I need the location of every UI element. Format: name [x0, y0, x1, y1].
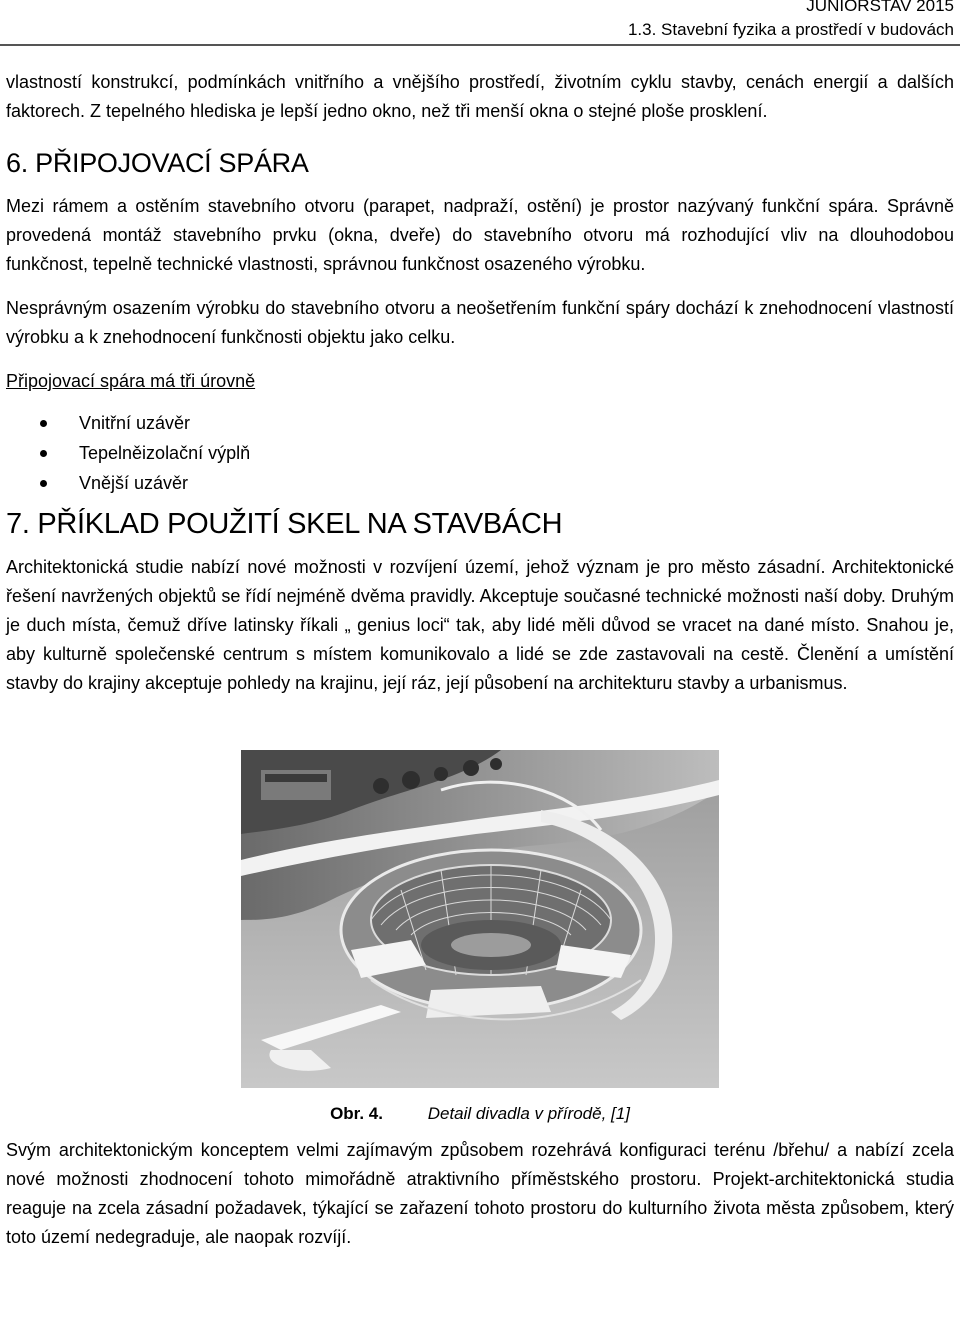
- header-title: JUNIORSTAV 2015: [806, 0, 954, 15]
- header-divider: [0, 44, 960, 46]
- intro-paragraph: vlastností konstrukcí, podmínkách vnitřního a vnějšího prostředí, životním cyklu stavby, cenách energií a dalších faktorech. Z tepelného hlediska je lepší jedno okno, než tři menší okna o stejné ploše prosklení.: [6, 72, 954, 121]
- page-header: [628, 0, 954, 42]
- list-item-text: Vnitřní uzávěr: [79, 413, 191, 433]
- list-item-text: Vnější uzávěr: [79, 473, 189, 493]
- list-item: [6, 408, 954, 438]
- section-6-heading: 6. PŘIPOJOVACÍ SPÁRA: [6, 148, 309, 178]
- figure-title: Detail divadla v přírodě, [1]: [427, 1104, 630, 1123]
- section-6-paragraph-1: Mezi rámem a ostěním stavebního otvoru (parapet, nadpraží, ostění) je prostor nazývaný funkční spára. Správně provedená montáž stavebního prvku (okna, dveře) do stavebního otvoru má rozhodující vliv na dlouhodobou funkčnost, tepelně technické vlastnosti, správnou funkčnost osazeného výrobku.: [6, 196, 954, 274]
- bullet-icon: [40, 450, 47, 457]
- page-content: [6, 68, 954, 1252]
- header-subtitle: 1.3. Stavební fyzika a prostředí v budovách: [627, 20, 954, 39]
- bullet-icon: [40, 480, 47, 487]
- bullet-list: [6, 408, 954, 498]
- list-item-text: Tepelněizolační výplň: [79, 443, 251, 463]
- list-title: Připojovací spára má tři úrovně: [6, 371, 256, 391]
- figure-number: Obr. 4.: [330, 1104, 383, 1123]
- section-7-paragraph-1: Architektonická studie nabízí nové možnosti v rozvíjení území, jehož význam je pro město zásadní. Architektonické řešení navržených objektů se řídí nejméně dvěma pravidly. Akceptuje současné technické možnosti naší doby. Druhým je duch místa, čemuž dříve latinsky říkali „ genius loci“ tak, aby lidé měli důvod se vracet na dané místo. Snahou je, aby kulturně společenské centrum s místem komunikovalo a lidé se zde zastavovali na cestě. Členění a umístění stavby do krajiny akceptuje pohledy na krajinu, její ráz, její působení na architekturu stavby a urbanismus.: [6, 557, 954, 693]
- theatre-image: [241, 750, 719, 1088]
- list-item: [6, 468, 954, 498]
- section-7-heading: 7. PŘÍKLAD POUŽITÍ SKEL NA STAVBÁCH: [6, 508, 563, 540]
- figure-caption: [6, 1102, 954, 1126]
- theatre-illustration: [241, 750, 719, 1088]
- bullet-icon: [40, 420, 47, 427]
- section-6-paragraph-2: Nesprávným osazením výrobku do stavebního otvoru a neošetřením funkční spáry dochází k znehodnocení vlastností výrobku a k znehodnocení funkčnosti objektu jako celku.: [6, 298, 954, 347]
- list-item: [6, 438, 954, 468]
- section-7-paragraph-2: Svým architektonickým konceptem velmi zajímavým způsobem rozehrává konfiguraci terénu /břehu/ a nabízí zcela nové možnosti zhodnocení tohoto mimořádně atraktivního příměstského prostoru. Projekt-architektonická studia reaguje na zcela zásadní požadavek, týkající se zařazení tohoto prostoru do kulturního života města způsobem, který toto území nedegraduje, ale naopak rozvíjí.: [6, 1140, 954, 1247]
